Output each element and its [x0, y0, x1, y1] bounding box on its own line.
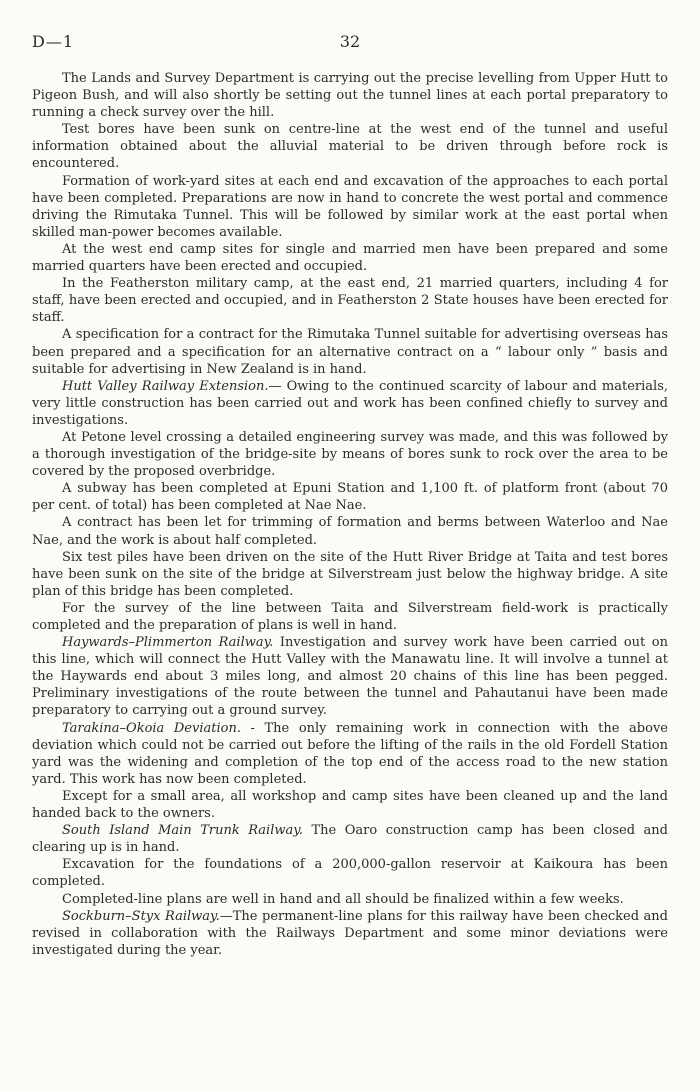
- section-heading: Haywards–Plimmerton Railway.: [62, 635, 274, 651]
- paragraph: For the survey of the line between Taita and Silverstream field-work is practically completed and the preparation of plans is well in hand.: [32, 600, 668, 633]
- paragraph: Haywards–Plimmerton Railway. Investigation and survey work have been carried out on this line, which will connect the Hutt Valley with the Manawatu line. It will involve a tunnel at the Haywards end about 3 miles long, and almost 20 chains of this line has been pegged. Preliminary investigations of the route between the tunnel and Pahautanui have been made preparatory to carrying out a ground survey.: [32, 635, 668, 719]
- paragraph: Hutt Valley Railway Extension.— Owing to the continued scarcity of labour and materials, very little construction has been carried out and work has been confined chiefly to survey and investigations.: [32, 378, 668, 428]
- section-heading: South Island Main Trunk Railway.: [62, 823, 303, 839]
- paragraph: A specification for a contract for the Rimutaka Tunnel suitable for advertising overseas has been prepared and a specification for an alternative contract on a “ labour only ” basis and suitable for advertising in New Zealand is in hand.: [32, 327, 668, 377]
- paragraph: At the west end camp sites for single and married men have been prepared and some married quarters have been erected and occupied.: [32, 241, 668, 275]
- paragraph: Test bores have been sunk on centre-line at the west end of the tunnel and useful information obtained about the alluvial material to be driven through before rock is encountered.: [32, 122, 668, 172]
- paragraph: Except for a small area, all workshop and camp sites have been cleaned up and the land handed back to the owners.: [32, 788, 668, 822]
- paragraph: Completed-line plans are well in hand and all should be finalized within a few weeks.: [62, 891, 624, 907]
- paragraph: At Petone level crossing a detailed engineering survey was made, and this was followed by a thorough investigation of the bridge-site by means of bores sunk to rock over the area to be covered by the proposed overbridge.: [32, 429, 668, 480]
- page-number: 32: [339, 32, 361, 51]
- section-heading: Tarakina–Okoia Deviation.: [62, 720, 241, 736]
- paragraph: Six test piles have been driven on the site of the Hutt River Bridge at Taita and test bores have been sunk on the site of the bridge at Silverstream just below the highway bridge. A site plan of this bridge has been completed.: [32, 549, 668, 599]
- paragraph: A contract has been let for trimming of formation and berms between Waterloo and Nae Nae, and the work is about half completed.: [32, 515, 668, 548]
- page-reference: D—1: [32, 32, 75, 51]
- paragraph: South Island Main Trunk Railway. The Oaro construction camp has been closed and clearing up is in hand.: [32, 823, 668, 856]
- paragraph: In the Featherston military camp, at the east end, 21 married quarters, including 4 for staff, have been erected and occupied, and in Featherston 2 State houses have been erected for staff.: [32, 276, 668, 326]
- paragraph: Tarakina–Okoia Deviation. - The only remaining work in connection with the above deviation which could not be carried out before the lifting of the rails in the old Fordell Station yard was the widening and completion of the top end of the access road to the new station yard. This work has now been completed.: [32, 720, 668, 787]
- paragraph: Formation of work-yard sites at each end and excavation of the approaches to each portal have been completed. Preparations are now in hand to concrete the west portal and commence driving the Rimutaka Tunnel. This will be followed by similar work at the east portal when skilled man-power becomes available.: [32, 173, 668, 240]
- paragraph: Excavation for the foundations of a 200,000-gallon reservoir at Kaikoura has been completed.: [32, 857, 668, 890]
- body-text: [32, 70, 668, 959]
- paragraph: The Lands and Survey Department is carrying out the precise levelling from Upper Hutt to Pigeon Bush, and will also shortly be setting out the tunnel lines at each portal preparatory to running a check survey over the hill.: [32, 71, 668, 121]
- paragraph: Sockburn–Styx Railway.—The permanent-line plans for this railway have been checked and revised in collaboration with the Railways Department and some minor deviations were investigated during the year.: [32, 908, 669, 958]
- section-heading: Sockburn–Styx Railway.: [62, 908, 220, 924]
- section-heading: Hutt Valley Railway Extension.: [62, 378, 269, 394]
- paragraph: A subway has been completed at Epuni Station and 1,100 ft. of platform front (about 70 per cent. of total) has been completed at Nae Nae.: [32, 481, 668, 514]
